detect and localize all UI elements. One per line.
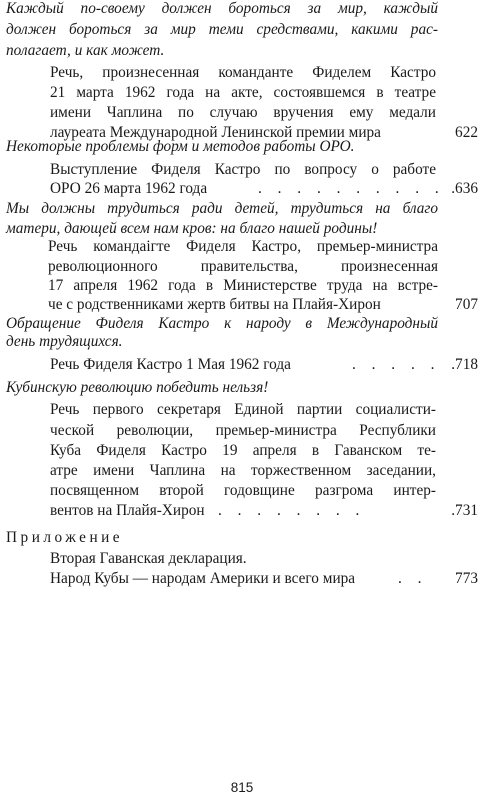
toc-page-number: 773 bbox=[455, 570, 478, 587]
toc-page-number: .718 bbox=[451, 356, 478, 373]
toc-entry-description: че с родственниками жертв битвы на Плайя-Хирон bbox=[48, 296, 381, 313]
toc-entry-description: посвященном второй годовщине разгрома интер- bbox=[50, 482, 436, 499]
toc-entry-description: ческой революции, премьер-министра Республики bbox=[50, 422, 436, 439]
toc-entry-description: ОРО 26 марта 1962 года bbox=[50, 180, 208, 197]
toc-entry-description: Куба Фиделя Кастро 19 апреля в Гаванском те- bbox=[50, 442, 436, 459]
toc-entry-description: имени Чаплина по случаю вручения ему медали bbox=[50, 104, 436, 121]
toc-entry-title: день трудящихся. bbox=[6, 333, 123, 350]
toc-entry-description: 17 апреля 1962 года в Министерстве труда на встре- bbox=[48, 277, 438, 294]
toc-page-number: 622 bbox=[455, 124, 478, 141]
toc-entry-description: 21 марта 1962 года на акте, состоявшемся в театре bbox=[50, 84, 436, 101]
toc-leader-dots: . . . . . . . . . . bbox=[258, 180, 445, 197]
appendix-item: Народ Кубы — народам Америки и всего мира bbox=[50, 570, 356, 587]
toc-entry-title: полагает, и как может. bbox=[6, 42, 165, 59]
toc-entry-description: Речь командаiгте Фиделя Кастро, премьер-министра bbox=[48, 238, 438, 255]
toc-leader-dots: . . . . . bbox=[352, 356, 441, 373]
toc-leader-dots: . . bbox=[398, 570, 428, 587]
toc-page-number: .731 bbox=[451, 502, 478, 519]
toc-entry-title: Кубинскую революцию победить нельзя! bbox=[6, 379, 269, 396]
toc-entry-title: Некоторые проблемы форм и методов работы ОРО. bbox=[6, 138, 355, 155]
toc-page-number: 707 bbox=[455, 296, 478, 313]
toc-leader-dots: . . . . . . . . bbox=[218, 502, 366, 519]
toc-entry-description: вентов на Плайя-Хирон bbox=[50, 502, 205, 519]
toc-entry-title: должен бороться за мир теми средствами, какими рас- bbox=[6, 21, 438, 38]
toc-entry-description: Выступление Фиделя Кастро по вопросу о работе bbox=[50, 161, 436, 178]
appendix-item: Вторая Гаванская декларация. bbox=[50, 550, 247, 567]
toc-page-number: .636 bbox=[451, 180, 478, 197]
toc-entry-description: атре имени Чаплина на торжественном заседании, bbox=[50, 462, 436, 479]
toc-entry-description: Речь Фиделя Кастро 1 Мая 1962 года bbox=[50, 356, 291, 373]
toc-entry-title: Мы должны трудиться ради детей, трудиться на благо bbox=[6, 200, 438, 217]
toc-entry-title: матери, дающей всем нам кров: на благо нашей родины! bbox=[6, 220, 378, 237]
toc-entry-description: Речь первого секретаря Единой партии социалисти- bbox=[50, 401, 436, 418]
toc-entry-description: Речь, произнесенная команданте Фиделем Кастро bbox=[50, 64, 436, 81]
toc-entry-description: революционного правительства, произнесенная bbox=[48, 258, 438, 275]
appendix-heading: Приложение bbox=[6, 529, 124, 546]
toc-entry-title: Каждый по-своему должен бороться за мир, каждый bbox=[6, 0, 438, 17]
toc-entry-title: Обращение Фиделя Кастро к народу в Международный bbox=[6, 315, 438, 332]
page-number: 815 bbox=[230, 780, 254, 795]
toc-entry-description: лауреата Международной Ленинской премии мира bbox=[50, 124, 381, 141]
